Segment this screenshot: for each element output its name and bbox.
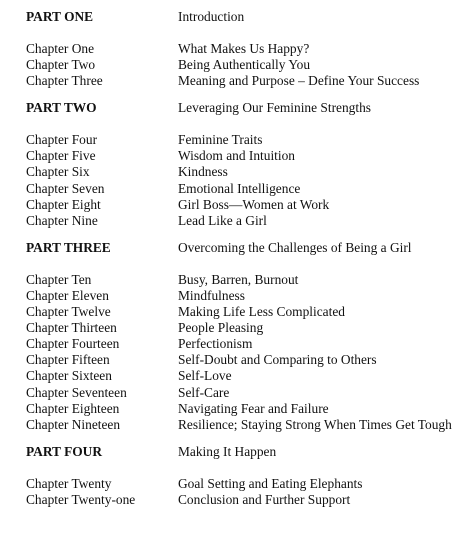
chapter-title: Goal Setting and Eating Elephants [178, 475, 363, 491]
chapter-row [26, 57, 474, 73]
chapter-label: Chapter One [26, 41, 95, 56]
chapter-row [26, 132, 474, 148]
chapter-label: Chapter Six [26, 164, 90, 180]
chapter-label: Chapter Seventeen [26, 384, 127, 400]
part-label: PART FOUR [26, 443, 103, 459]
chapter-label: Chapter Nineteen [26, 416, 121, 432]
chapter-label: Chapter Eighteen [26, 400, 120, 416]
chapter-label: Chapter Twenty-one [26, 491, 136, 507]
chapter-row [26, 352, 474, 368]
chapter-label: Chapter Sixteen [26, 368, 112, 384]
chapter-title: Meaning and Purpose – Define Your Success [178, 73, 420, 89]
chapter-label: Chapter Ten [26, 271, 92, 287]
part-heading-row [26, 8, 474, 25]
part-label: PART TWO [26, 100, 97, 116]
chapter-row [26, 213, 474, 229]
chapter-title: People Pleasing [178, 320, 264, 336]
chapter-title: Being Authentically You [178, 57, 311, 73]
chapter-row [26, 288, 474, 304]
chapter-row [26, 401, 474, 417]
part-title: Overcoming the Challenges of Being a Girl [178, 239, 412, 255]
chapter-row [26, 148, 474, 164]
part-title: Making It Happen [178, 443, 277, 459]
chapter-title: Conclusion and Further Support [178, 491, 351, 507]
chapter-label: Chapter Twelve [26, 304, 111, 320]
chapter-title: Making Life Less Complicated [178, 304, 345, 320]
chapter-row [26, 385, 474, 401]
chapter-row [26, 417, 474, 433]
chapter-row [26, 164, 474, 180]
chapter-label: Chapter Three [26, 73, 103, 89]
chapter-label: Chapter Five [26, 148, 96, 164]
chapter-title: Busy, Barren, Burnout [178, 271, 299, 287]
chapter-label: Chapter Fourteen [26, 336, 120, 352]
chapter-row [26, 197, 474, 213]
chapter-title: Resilience; Staying Strong When Times Get Tough [178, 416, 452, 432]
chapter-row [26, 320, 474, 336]
chapter-label: Chapter Thirteen [26, 320, 117, 336]
chapter-label: Chapter Two [26, 57, 96, 73]
chapter-title: Feminine Traits [178, 132, 263, 148]
chapter-title: Navigating Fear and Failure [178, 400, 329, 416]
part-one-section [26, 8, 474, 89]
part-title: Leveraging Our Feminine Strengths [178, 100, 372, 116]
part-four-section [26, 443, 474, 508]
chapter-row [26, 368, 474, 384]
part-heading-row [26, 99, 474, 116]
chapter-label: Chapter Nine [26, 212, 98, 228]
part-heading-row [26, 239, 474, 256]
chapter-label: Chapter Twenty [26, 475, 112, 491]
part-three-section [26, 239, 474, 433]
chapter-row [26, 336, 474, 352]
chapter-row [26, 476, 474, 492]
chapter-label: Chapter Fifteen [26, 352, 110, 368]
chapter-row [26, 304, 474, 320]
chapter-title: Girl Boss—Women at Work [178, 196, 330, 212]
chapter-title: Self-Doubt and Comparing to Others [178, 352, 377, 368]
chapter-row [26, 492, 474, 508]
chapter-title: Kindness [178, 164, 228, 180]
table-of-contents [26, 8, 474, 518]
chapter-row [26, 73, 474, 89]
chapter-label: Chapter Eight [26, 196, 101, 212]
chapter-row [26, 272, 474, 288]
chapter-label: Chapter Four [26, 132, 98, 148]
chapter-label: Chapter Eleven [26, 287, 109, 303]
chapter-title: Self-Care [178, 384, 230, 400]
chapter-row [26, 41, 474, 57]
chapter-title: Self-Love [178, 368, 232, 384]
chapter-title: Emotional Intelligence [178, 180, 301, 196]
chapter-title: Perfectionism [178, 336, 253, 352]
part-two-section [26, 99, 474, 229]
part-heading-row [26, 443, 474, 460]
chapter-label: Chapter Seven [26, 180, 105, 196]
part-label: PART THREE [26, 239, 111, 255]
chapter-title: Lead Like a Girl [178, 212, 267, 228]
chapter-title: What Makes Us Happy? [178, 41, 310, 56]
part-label: PART ONE [26, 9, 94, 24]
part-title: Introduction [178, 9, 245, 24]
chapter-title: Wisdom and Intuition [178, 148, 295, 164]
chapter-title: Mindfulness [178, 287, 245, 303]
chapter-row [26, 181, 474, 197]
